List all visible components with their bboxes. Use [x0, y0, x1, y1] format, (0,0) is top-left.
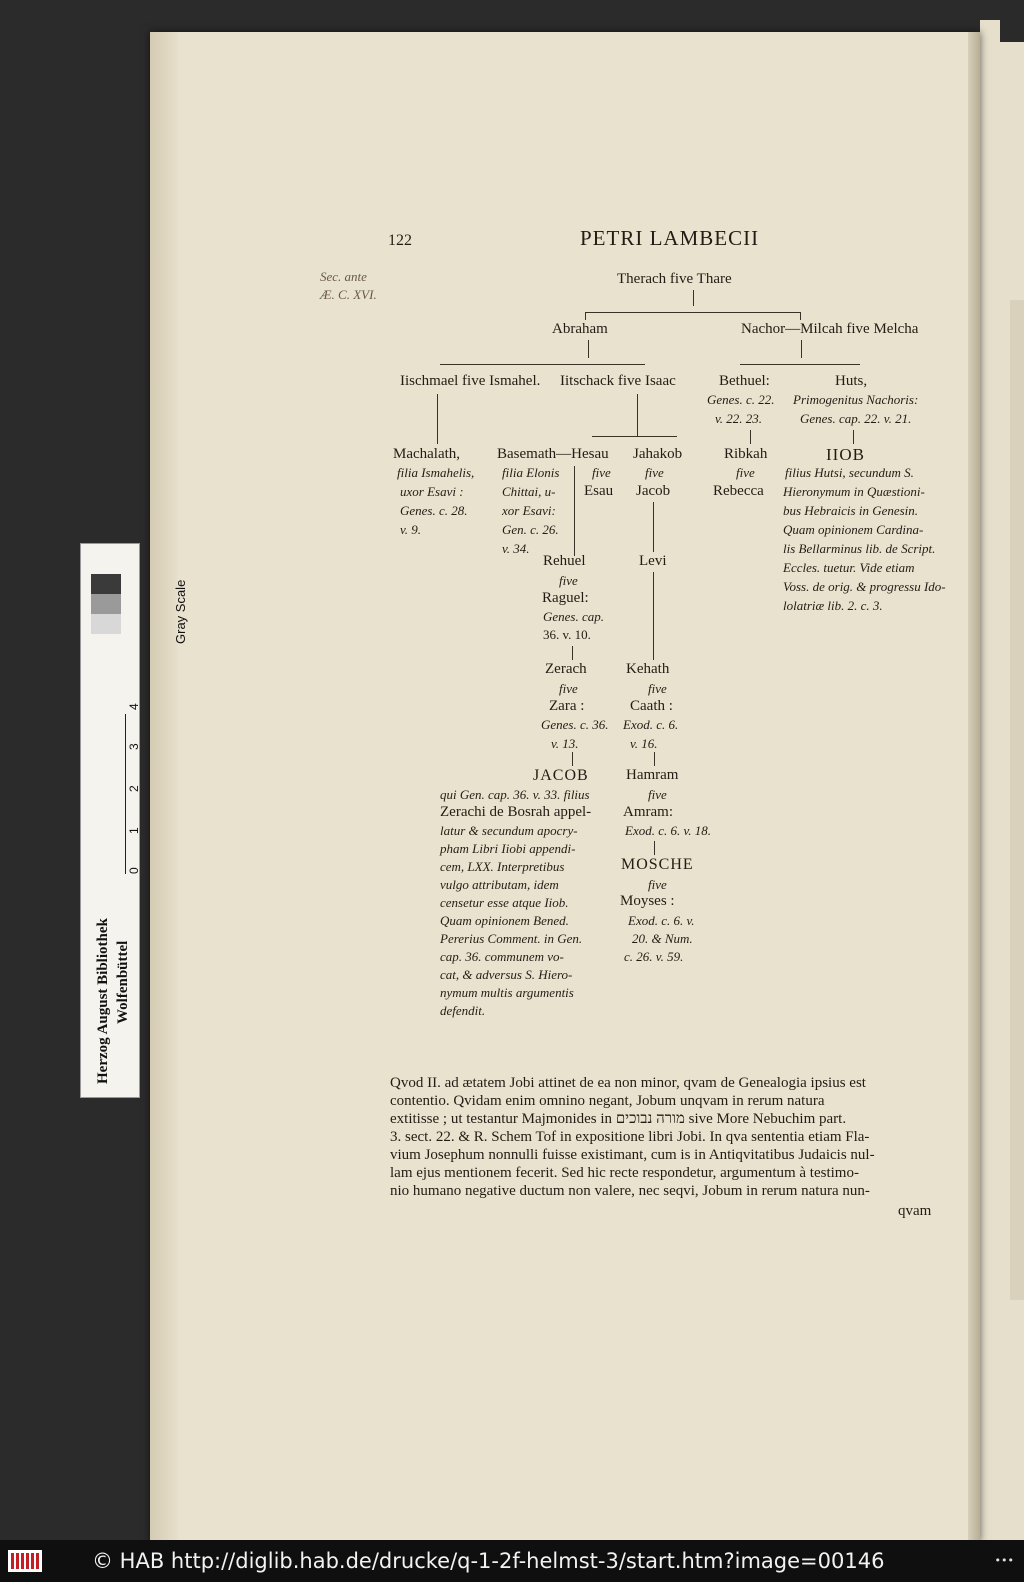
rehuel-ref-1: Genes. cap.: [543, 609, 605, 624]
node-abraham: Abraham: [552, 321, 608, 337]
iiob-note-8: lolatriæ lib. 2. c. 3.: [783, 598, 883, 613]
basemath-note-5: v. 34.: [502, 541, 530, 556]
footer-url[interactable]: © HAB http://diglib.hab.de/drucke/q-1-2f-helmst-3/start.htm?image=00146: [92, 1549, 885, 1573]
gray-swatch: [91, 614, 121, 634]
node-jahakob: Jahakob: [633, 446, 683, 462]
huts-note-1: Primogenitus Nachoris:: [793, 392, 919, 407]
body-line-2: contentio. Qvidam enim omnino negant, Jobum unqvam in rerum natura: [390, 1093, 825, 1109]
node-basemath: Basemath—Hesau: [497, 446, 609, 462]
node-iiob: IIOB: [826, 445, 865, 464]
jahakob-five: five: [645, 465, 664, 480]
node-nachor: Nachor—Milcah five Melcha: [741, 321, 919, 337]
node-ischmael: Iischmael five Ismahel.: [400, 373, 541, 389]
body-line-7: nio humano negative ductum non valere, nec seqvi, Jobum in rerum natura nun-: [390, 1183, 870, 1199]
node-jacob: Jacob: [636, 483, 671, 499]
rehuel-five: five: [559, 573, 578, 588]
jacob-note-12: nymum multis argumentis: [440, 985, 574, 1000]
node-therach: Therach five Thare: [617, 271, 732, 287]
iiob-note-7: Voss. de orig. & progressu Ido-: [783, 579, 946, 594]
connector: [440, 364, 645, 365]
jacob-note-11: cat, & adversus S. Hiero-: [440, 967, 573, 982]
mosche-ref-3: c. 26. v. 59.: [624, 949, 684, 964]
connector: [653, 572, 654, 660]
jacob-note-4: pham Libri Iiobi appendi-: [440, 841, 576, 856]
body-line-6: lam ejus mentionem fecerit. Sed hic recte respondetur, argumentum à testimo-: [390, 1165, 859, 1181]
gray-scale-ruler: [80, 543, 188, 1098]
next-page-shadow: [1010, 300, 1024, 1300]
hab-logo-icon: [6, 1548, 44, 1574]
jacob-note-7: censetur esse atque Iiob.: [440, 895, 569, 910]
ribkah-five: five: [736, 465, 755, 480]
huts-note-2: Genes. cap. 22. v. 21.: [800, 411, 912, 426]
connector: [588, 340, 589, 358]
basemath-note-2: Chittai, u-: [502, 484, 556, 499]
scale-tick-1: 1: [127, 827, 141, 834]
connector: [574, 466, 575, 556]
page-left-edge: [150, 32, 178, 1542]
iiob-note-4: Quam opinionem Cardina-: [783, 522, 924, 537]
scale-label: Gray Scale: [173, 579, 188, 644]
connector: [585, 312, 800, 313]
node-jacob-caps: JACOB: [533, 767, 589, 784]
machalath-note-2: uxor Esavi :: [400, 484, 464, 499]
iiob-note-1: filius Hutsi, secundum S.: [785, 465, 914, 480]
scale-tick-0: 0: [127, 867, 141, 874]
machalath-note-3: Genes. c. 28.: [400, 503, 468, 518]
rehuel-ref-2: 36. v. 10.: [543, 627, 591, 642]
jacob-note-3: latur & secundum apocry-: [440, 823, 578, 838]
node-levi: Levi: [639, 553, 667, 569]
bethuel-ref-1: Genes. c. 22.: [707, 392, 775, 407]
node-rebecca: Rebecca: [713, 483, 764, 499]
scale-tick-4: 4: [127, 703, 141, 710]
scale-tick-3: 3: [127, 743, 141, 750]
next-page-dark-corner: [1000, 0, 1024, 42]
connector: [585, 312, 586, 320]
node-iitschack: Iitschack five Isaac: [560, 373, 676, 389]
basemath-note-4: Gen. c. 26.: [502, 522, 559, 537]
machalath-note-4: v. 9.: [400, 522, 422, 537]
hamram-ref: Exod. c. 6. v. 18.: [625, 823, 712, 838]
connector: [437, 394, 438, 444]
jacob-note-9: Pererius Comment. in Gen.: [440, 931, 583, 946]
connector: [653, 502, 654, 552]
node-kehath: Kehath: [626, 661, 670, 677]
connector: [693, 290, 694, 306]
node-bethuel: Bethuel:: [719, 373, 770, 389]
basemath-note-3: xor Esavi:: [502, 503, 556, 518]
hesau-five: five: [592, 465, 611, 480]
rehuel-raguel: Raguel:: [542, 590, 589, 606]
margin-note-line-1: Sec. ante: [320, 269, 367, 284]
connector: [750, 430, 751, 444]
jacob-note-5: cem, LXX. Interpretibus: [440, 859, 565, 874]
running-head: PETRI LAMBECII: [580, 226, 760, 250]
hamram-amram: Amram:: [623, 804, 673, 820]
gray-swatch: [91, 574, 121, 594]
node-huts: Huts,: [835, 373, 868, 389]
connector: [637, 394, 638, 436]
jacob-note-10: cap. 36. communem vo-: [440, 949, 564, 964]
iiob-note-2: Hieronymum in Quæstioni-: [783, 484, 925, 499]
mosche-ref-2: 20. & Num.: [632, 931, 693, 946]
connector: [592, 436, 677, 437]
margin-note-line-2: Æ. C. XVI.: [320, 287, 377, 302]
mosche-moyses: Moyses :: [620, 893, 675, 909]
body-line-1: Qvod II. ad ætatem Jobi attinet de ea non minor, qvam de Genealogia ipsius est: [390, 1075, 866, 1091]
catchword: qvam: [898, 1203, 932, 1219]
scale-institution: Herzog August Bibliothek: [95, 918, 111, 1084]
scale-place: Wolfenbüttel: [115, 940, 131, 1024]
zerach-ref-1: Genes. c. 36.: [541, 717, 609, 732]
gray-swatch: [91, 594, 121, 614]
node-rehuel: Rehuel: [543, 553, 586, 569]
jacob-note-6: vulgo attributam, idem: [440, 877, 559, 892]
iiob-note-6: Eccles. tuetur. Vide etiam: [783, 560, 915, 575]
body-line-3: extitisse ; ut testantur Majmonides in מורה נבוכים sive More Nebuchim part.: [390, 1111, 847, 1127]
ruler-line: [125, 714, 126, 874]
connector: [572, 646, 573, 660]
iiob-note-3: bus Hebraicis in Genesin.: [783, 503, 919, 518]
basemath-note-1: filia Elonis: [502, 465, 560, 480]
mosche-five: five: [648, 877, 667, 892]
connector: [853, 430, 854, 444]
jacob-note-2: Zerachi de Bosrah appel-: [440, 804, 592, 820]
connector: [740, 364, 860, 365]
kehath-caath: Caath :: [630, 698, 673, 714]
jacob-note-13: defendit.: [440, 1003, 486, 1018]
connector: [654, 841, 655, 855]
page-number: 122: [388, 232, 412, 249]
body-line-5: vium Josephum nonnulli fuisse existimant, cum is in Antiqvitatibus Judaicis nul-: [390, 1147, 875, 1163]
zerach-ref-2: v. 13.: [551, 736, 579, 751]
kehath-ref-2: v. 16.: [630, 736, 658, 751]
connector: [654, 752, 655, 766]
iiob-note-5: lis Bellarminus lib. de Script.: [783, 541, 936, 556]
kehath-five: five: [648, 681, 667, 696]
jacob-note-8: Quam opinionem Bened.: [440, 913, 569, 928]
zerach-zara: Zara :: [549, 698, 585, 714]
footer-bar: [0, 1540, 1024, 1582]
hamram-five: five: [648, 787, 667, 802]
body-line-4: 3. sect. 22. & R. Schem Tof in expositione libri Jobi. In qva sententia etiam Fla-: [390, 1129, 870, 1145]
connector: [572, 752, 573, 766]
page-gutter: [968, 32, 980, 1542]
node-esau: Esau: [584, 483, 614, 499]
node-machalath: Machalath,: [393, 446, 461, 462]
machalath-note-1: filia Ismahelis,: [397, 465, 475, 480]
jacob-note-1: qui Gen. cap. 36. v. 33. filius: [440, 787, 590, 802]
mosche-ref-1: Exod. c. 6. v.: [628, 913, 695, 928]
connector: [800, 312, 801, 320]
node-hamram: Hamram: [626, 767, 679, 783]
scale-tick-2: 2: [127, 785, 141, 792]
node-ribkah: Ribkah: [724, 446, 768, 462]
kehath-ref-1: Exod. c. 6.: [623, 717, 679, 732]
connector: [801, 340, 802, 358]
bethuel-ref-2: v. 22. 23.: [715, 411, 763, 426]
node-mosche: MOSCHE: [621, 856, 694, 873]
node-zerach: Zerach: [545, 661, 587, 677]
zerach-five: five: [559, 681, 578, 696]
footer-menu-icon[interactable]: •••: [994, 1554, 1014, 1567]
